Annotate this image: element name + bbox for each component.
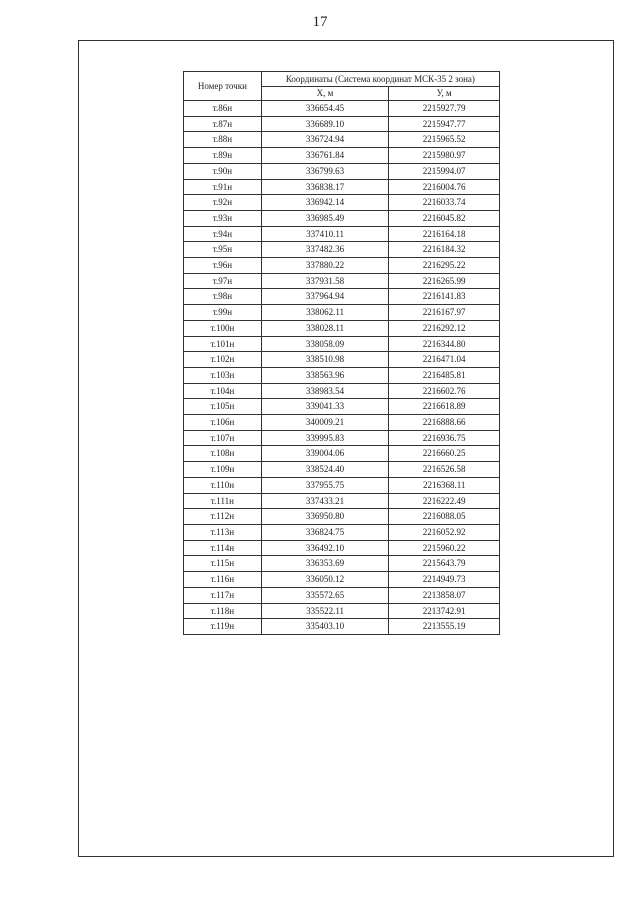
x-coordinate-cell: 337880.22 <box>261 258 389 274</box>
x-coordinate-cell: 337433.21 <box>261 493 389 509</box>
y-coordinate-cell: 2215947.77 <box>389 116 500 132</box>
x-coordinate-cell: 336838.17 <box>261 179 389 195</box>
y-coordinate-cell: 2213742.91 <box>389 603 500 619</box>
x-coordinate-cell: 338062.11 <box>261 305 389 321</box>
y-coordinate-cell: 2216344.80 <box>389 336 500 352</box>
point-number-cell: т.91н <box>184 179 262 195</box>
y-coordinate-cell: 2216485.81 <box>389 367 500 383</box>
y-coordinate-cell: 2215643.79 <box>389 556 500 572</box>
point-number-cell: т.115н <box>184 556 262 572</box>
x-coordinate-cell: 336724.94 <box>261 132 389 148</box>
header-y: У, м <box>389 87 500 101</box>
y-coordinate-cell: 2214949.73 <box>389 572 500 588</box>
x-coordinate-cell: 336985.49 <box>261 210 389 226</box>
table-row <box>184 556 500 572</box>
table-row <box>184 603 500 619</box>
point-number-cell: т.112н <box>184 509 262 525</box>
y-coordinate-cell: 2216052.92 <box>389 524 500 540</box>
header-x: X, м <box>261 87 389 101</box>
point-number-cell: т.95н <box>184 242 262 258</box>
point-number-cell: т.88н <box>184 132 262 148</box>
point-number-cell: т.114н <box>184 540 262 556</box>
y-coordinate-cell: 2216618.89 <box>389 399 500 415</box>
table-row <box>184 446 500 462</box>
x-coordinate-cell: 337955.75 <box>261 477 389 493</box>
table-row <box>184 587 500 603</box>
point-number-cell: т.110н <box>184 477 262 493</box>
y-coordinate-cell: 2216660.25 <box>389 446 500 462</box>
table-row <box>184 132 500 148</box>
table-row <box>184 540 500 556</box>
point-number-cell: т.86н <box>184 101 262 117</box>
table-row <box>184 619 500 635</box>
x-coordinate-cell: 336761.84 <box>261 148 389 164</box>
x-coordinate-cell: 340009.21 <box>261 415 389 431</box>
point-number-cell: т.113н <box>184 524 262 540</box>
point-number-cell: т.96н <box>184 258 262 274</box>
point-number-cell: т.103н <box>184 367 262 383</box>
y-coordinate-cell: 2216164.18 <box>389 226 500 242</box>
x-coordinate-cell: 336353.69 <box>261 556 389 572</box>
table-row <box>184 289 500 305</box>
y-coordinate-cell: 2216368.11 <box>389 477 500 493</box>
x-coordinate-cell: 337931.58 <box>261 273 389 289</box>
table-row <box>184 101 500 117</box>
x-coordinate-cell: 336050.12 <box>261 572 389 588</box>
y-coordinate-cell: 2216888.66 <box>389 415 500 431</box>
point-number-cell: т.111н <box>184 493 262 509</box>
y-coordinate-cell: 2216088.05 <box>389 509 500 525</box>
x-coordinate-cell: 338510.98 <box>261 352 389 368</box>
header-point-number: Номер точки <box>184 72 262 101</box>
coordinates-table <box>183 71 500 635</box>
x-coordinate-cell: 336942.14 <box>261 195 389 211</box>
point-number-cell: т.119н <box>184 619 262 635</box>
table-row <box>184 305 500 321</box>
header-coordinates: Координаты (Система координат МСК-35 2 зона) <box>261 72 499 87</box>
y-coordinate-cell: 2216222.49 <box>389 493 500 509</box>
x-coordinate-cell: 336689.10 <box>261 116 389 132</box>
y-coordinate-cell: 2216045.82 <box>389 210 500 226</box>
point-number-cell: т.101н <box>184 336 262 352</box>
table-row <box>184 383 500 399</box>
x-coordinate-cell: 339004.06 <box>261 446 389 462</box>
point-number-cell: т.89н <box>184 148 262 164</box>
table-row <box>184 195 500 211</box>
table-body <box>184 101 500 635</box>
point-number-cell: т.100н <box>184 320 262 336</box>
point-number-cell: т.108н <box>184 446 262 462</box>
x-coordinate-cell: 336950.80 <box>261 509 389 525</box>
x-coordinate-cell: 336492.10 <box>261 540 389 556</box>
table-row <box>184 430 500 446</box>
x-coordinate-cell: 338524.40 <box>261 462 389 478</box>
table-row <box>184 572 500 588</box>
x-coordinate-cell: 335403.10 <box>261 619 389 635</box>
point-number-cell: т.94н <box>184 226 262 242</box>
y-coordinate-cell: 2215960.22 <box>389 540 500 556</box>
table-row <box>184 415 500 431</box>
table-row <box>184 226 500 242</box>
table-row <box>184 399 500 415</box>
table-row <box>184 462 500 478</box>
y-coordinate-cell: 2216141.83 <box>389 289 500 305</box>
x-coordinate-cell: 338563.96 <box>261 367 389 383</box>
x-coordinate-cell: 337964.94 <box>261 289 389 305</box>
y-coordinate-cell: 2216526.58 <box>389 462 500 478</box>
point-number-cell: т.116н <box>184 572 262 588</box>
x-coordinate-cell: 335522.11 <box>261 603 389 619</box>
x-coordinate-cell: 338058.09 <box>261 336 389 352</box>
table-row <box>184 116 500 132</box>
y-coordinate-cell: 2216265.99 <box>389 273 500 289</box>
table-row <box>184 242 500 258</box>
point-number-cell: т.102н <box>184 352 262 368</box>
table-row <box>184 524 500 540</box>
point-number-cell: т.105н <box>184 399 262 415</box>
table-row <box>184 336 500 352</box>
point-number-cell: т.90н <box>184 163 262 179</box>
point-number-cell: т.117н <box>184 587 262 603</box>
table-row <box>184 179 500 195</box>
page-number: 17 <box>312 14 328 30</box>
x-coordinate-cell: 338028.11 <box>261 320 389 336</box>
y-coordinate-cell: 2213858.07 <box>389 587 500 603</box>
y-coordinate-cell: 2216292.12 <box>389 320 500 336</box>
point-number-cell: т.87н <box>184 116 262 132</box>
x-coordinate-cell: 336824.75 <box>261 524 389 540</box>
x-coordinate-cell: 337482.36 <box>261 242 389 258</box>
y-coordinate-cell: 2215927.79 <box>389 101 500 117</box>
x-coordinate-cell: 339041.33 <box>261 399 389 415</box>
x-coordinate-cell: 335572.65 <box>261 587 389 603</box>
point-number-cell: т.92н <box>184 195 262 211</box>
table-row <box>184 493 500 509</box>
point-number-cell: т.106н <box>184 415 262 431</box>
table-row <box>184 258 500 274</box>
table-row <box>184 163 500 179</box>
table-row <box>184 320 500 336</box>
y-coordinate-cell: 2216004.76 <box>389 179 500 195</box>
point-number-cell: т.107н <box>184 430 262 446</box>
point-number-cell: т.104н <box>184 383 262 399</box>
table-row <box>184 210 500 226</box>
y-coordinate-cell: 2216936.75 <box>389 430 500 446</box>
y-coordinate-cell: 2215980.97 <box>389 148 500 164</box>
x-coordinate-cell: 337410.11 <box>261 226 389 242</box>
table-row <box>184 273 500 289</box>
y-coordinate-cell: 2215965.52 <box>389 132 500 148</box>
y-coordinate-cell: 2216471.04 <box>389 352 500 368</box>
y-coordinate-cell: 2216184.32 <box>389 242 500 258</box>
y-coordinate-cell: 2216167.97 <box>389 305 500 321</box>
x-coordinate-cell: 339995.83 <box>261 430 389 446</box>
y-coordinate-cell: 2216602.76 <box>389 383 500 399</box>
table-row <box>184 477 500 493</box>
y-coordinate-cell: 2216033.74 <box>389 195 500 211</box>
point-number-cell: т.118н <box>184 603 262 619</box>
x-coordinate-cell: 336799.63 <box>261 163 389 179</box>
point-number-cell: т.97н <box>184 273 262 289</box>
table-row <box>184 509 500 525</box>
point-number-cell: т.99н <box>184 305 262 321</box>
y-coordinate-cell: 2215994.07 <box>389 163 500 179</box>
table-row <box>184 148 500 164</box>
x-coordinate-cell: 338983.54 <box>261 383 389 399</box>
y-coordinate-cell: 2213555.19 <box>389 619 500 635</box>
point-number-cell: т.98н <box>184 289 262 305</box>
table-row <box>184 367 500 383</box>
point-number-cell: т.93н <box>184 210 262 226</box>
y-coordinate-cell: 2216295.22 <box>389 258 500 274</box>
point-number-cell: т.109н <box>184 462 262 478</box>
table-row <box>184 352 500 368</box>
x-coordinate-cell: 336654.45 <box>261 101 389 117</box>
